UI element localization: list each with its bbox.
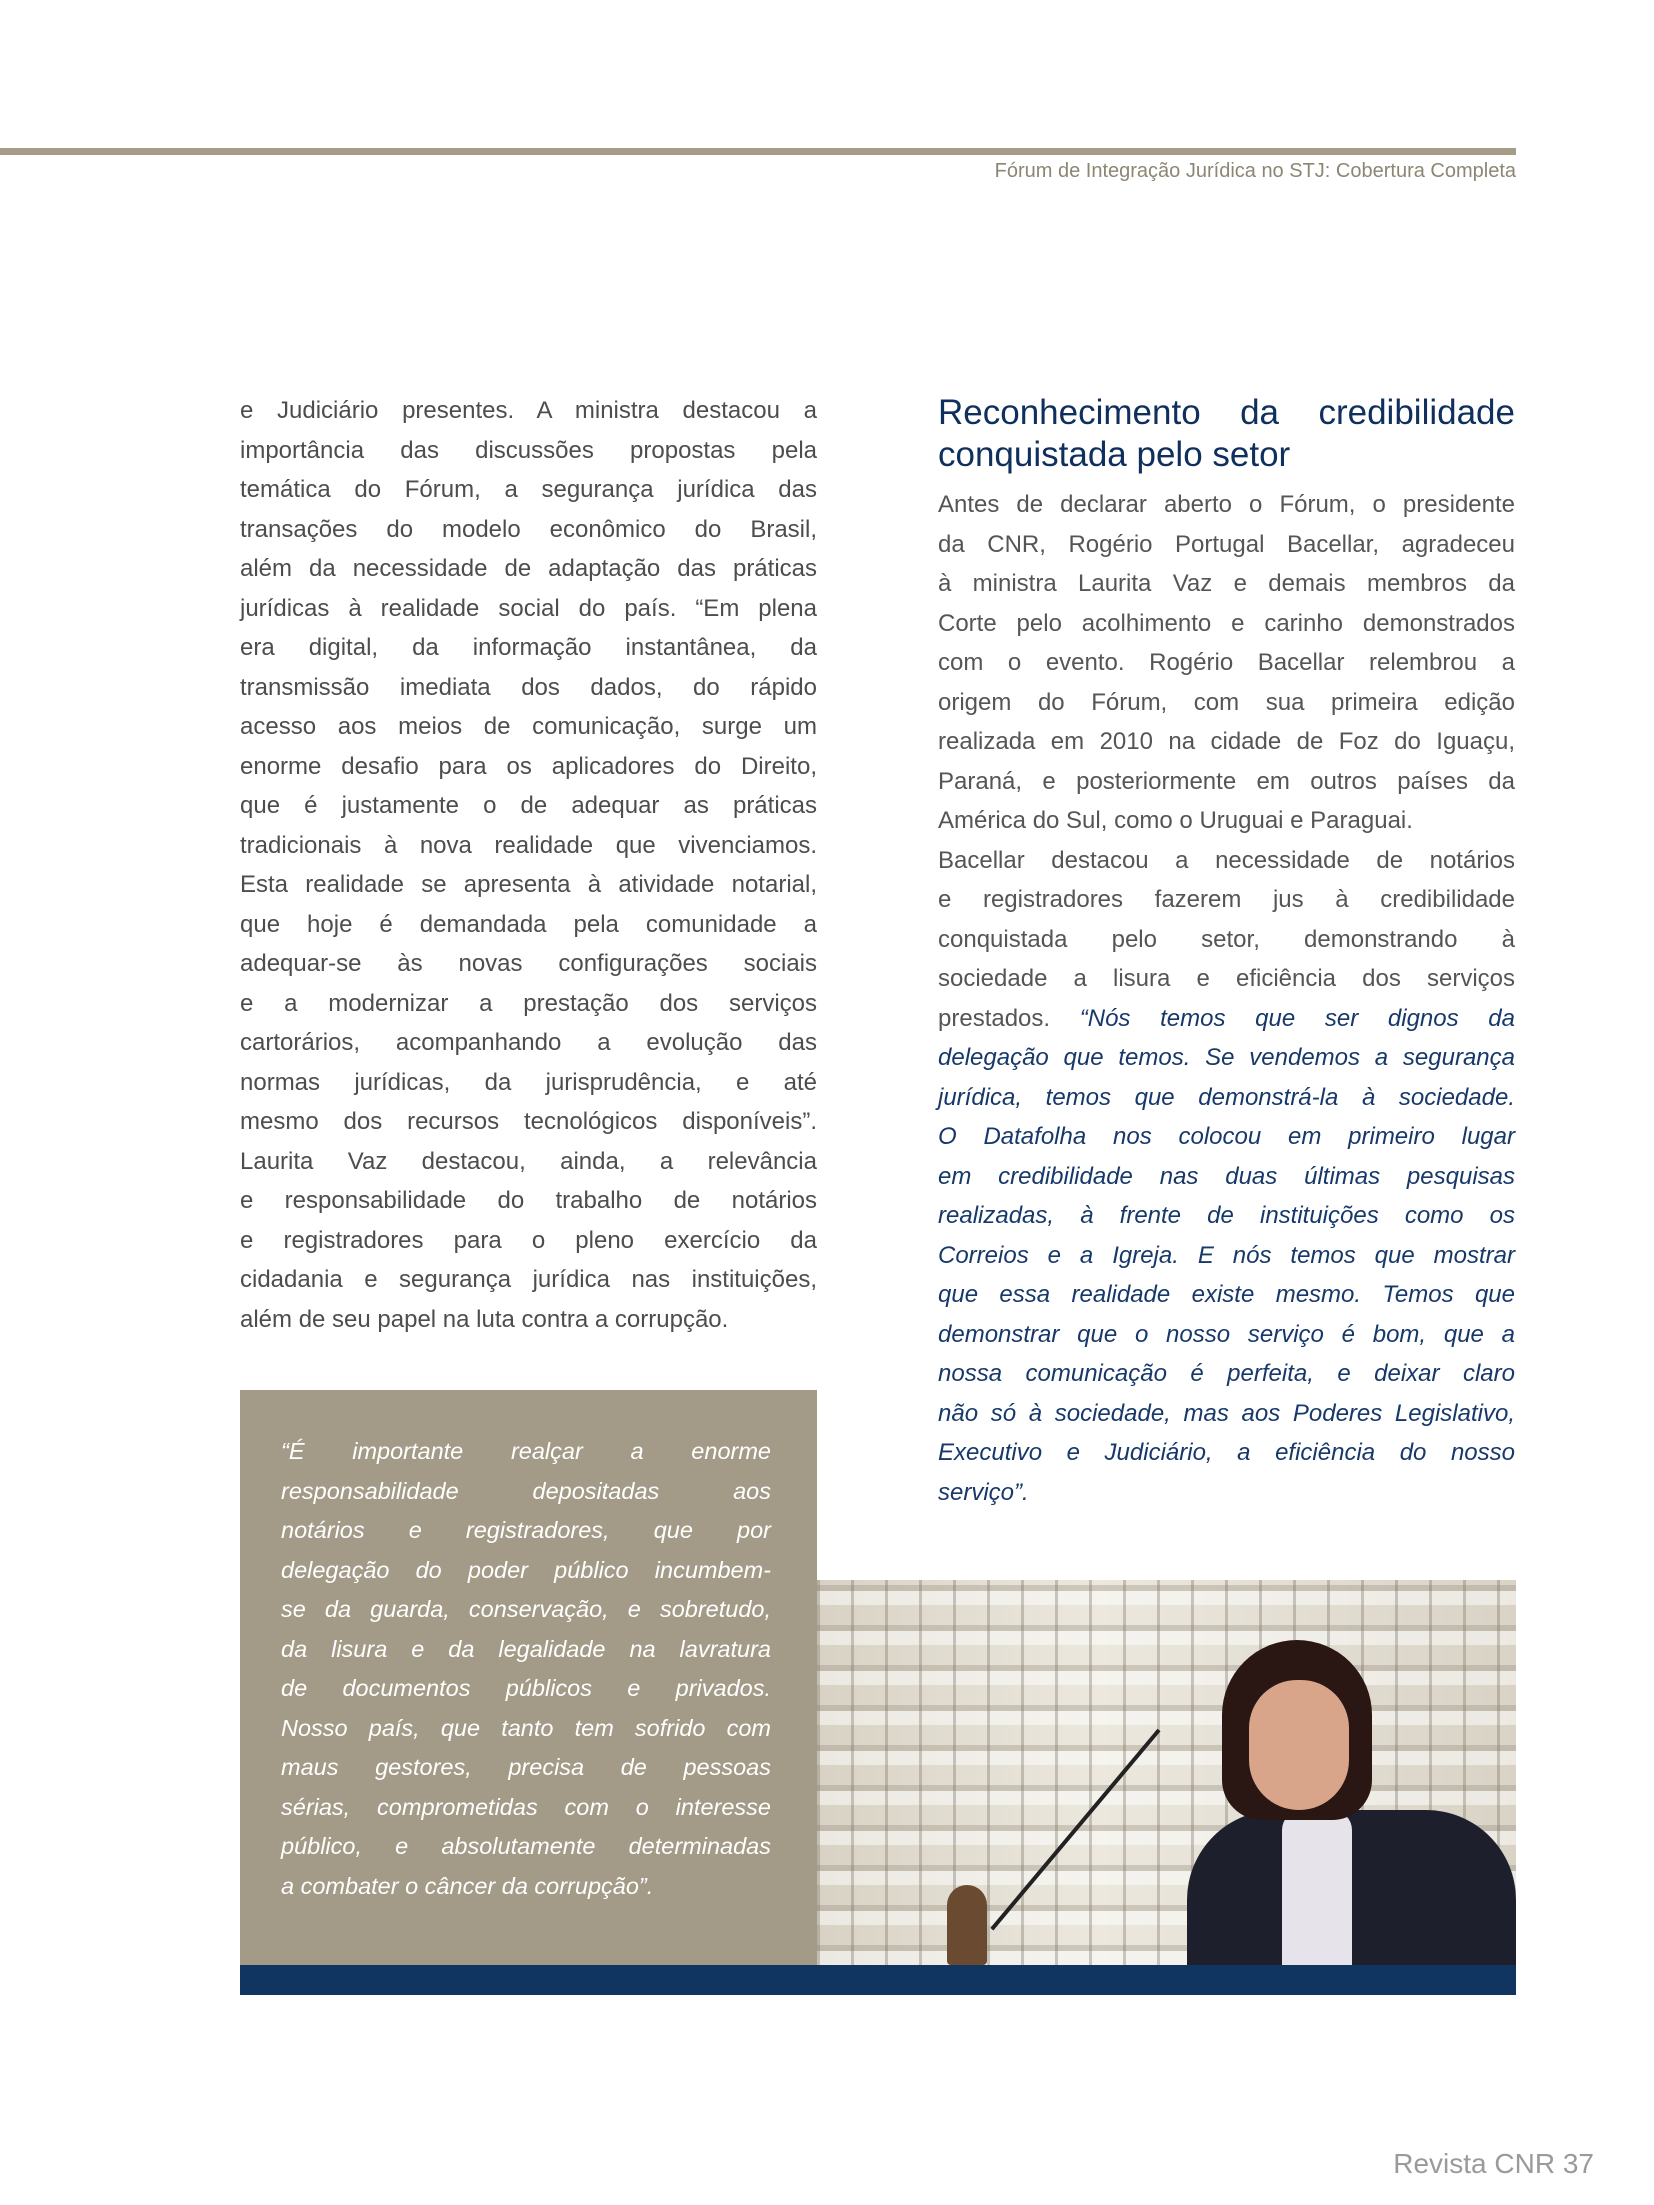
body-text: sociedade a lisura e eficiência dos serviços <box>938 965 1515 992</box>
text-line: transmissão imediata dos dados, do rápido <box>240 673 817 701</box>
text-line <box>938 1157 1515 1197</box>
text-line: sérias, comprometidas com o interesse <box>281 1793 771 1820</box>
microphone <box>990 1729 1160 1931</box>
text-line: importância das discussões propostas pela <box>240 436 817 464</box>
quoted-speech: demonstrar que o nosso serviço é bom, que a <box>938 1320 1515 1348</box>
text-line <box>938 1117 1515 1157</box>
quoted-speech: nossa comunicação é perfeita, e deixar claro <box>938 1360 1515 1387</box>
quoted-speech: Executivo e Judiciário, a eficiência do nosso <box>938 1439 1515 1466</box>
quoted-speech: “Nós temos que ser dignos da <box>1079 1004 1515 1032</box>
text-line: enorme desafio para os aplicadores do Direito, <box>240 752 817 780</box>
heading-line: Reconhecimento da credibilidade <box>938 393 1515 432</box>
text-line: jurídicas à realidade social do país. “Em plena <box>240 594 817 622</box>
photo-jabot <box>1282 1810 1352 1965</box>
text-line <box>938 841 1515 881</box>
photo-background-person <box>947 1885 987 1965</box>
body-text: à ministra Laurita Vaz e demais membros da <box>938 570 1515 597</box>
text-line: delegação do poder público incumbem- <box>281 1556 771 1583</box>
text-line: mesmo dos recursos tecnológicos disponíveis”. <box>240 1108 817 1135</box>
text-line <box>938 880 1515 920</box>
text-line: da lisura e da legalidade na lavratura <box>281 1635 771 1662</box>
quoted-speech: em credibilidade nas duas últimas pesquisas <box>938 1162 1515 1190</box>
quoted-speech: não só à sociedade, mas aos Poderes Legislativo, <box>938 1399 1515 1427</box>
photo-face <box>1249 1680 1349 1810</box>
text-line: que é justamente o de adequar as práticas <box>240 792 817 819</box>
text-line <box>938 1433 1515 1473</box>
section-heading <box>938 392 1515 476</box>
pull-quote-text <box>281 1432 771 1906</box>
text-line: era digital, da informação instantânea, da <box>240 634 817 661</box>
text-line: e registradores para o pleno exercício da <box>240 1226 817 1254</box>
text-line: maus gestores, precisa de pessoas <box>281 1754 771 1780</box>
text-line <box>938 801 1515 841</box>
text-line <box>938 1354 1515 1394</box>
text-line <box>938 722 1515 762</box>
page-footer: Revista CNR 37 <box>1393 2148 1594 2179</box>
text-line: Laurita Vaz destacou, ainda, a relevância <box>240 1147 817 1175</box>
body-text: realizada em 2010 na cidade de Foz do Iguaçu, <box>938 728 1515 755</box>
text-line <box>938 643 1515 683</box>
body-text: América do Sul, como o Uruguai e Paraguai. <box>938 807 1413 834</box>
quoted-speech: jurídica, temos que demonstrá-la à sociedade. <box>938 1083 1515 1111</box>
text-line <box>938 999 1515 1039</box>
text-line: normas jurídicas, da jurisprudência, e até <box>240 1068 817 1096</box>
text-line: adequar-se às novas configurações sociais <box>240 950 817 977</box>
body-text: origem do Fórum, com sua primeira edição <box>938 688 1515 716</box>
text-line: além da necessidade de adaptação das práticas <box>240 555 817 582</box>
right-column-text <box>938 485 1515 1512</box>
text-line: cartorários, acompanhando a evolução das <box>240 1029 817 1056</box>
quoted-speech: O Datafolha nos colocou em primeiro lugar <box>938 1123 1515 1150</box>
body-text: da CNR, Rogério Portugal Bacellar, agradeceu <box>938 530 1515 558</box>
text-line: “É importante realçar a enorme <box>281 1438 771 1464</box>
text-line: de documentos públicos e privados. <box>281 1675 771 1701</box>
text-line: se da guarda, conservação, e sobretudo, <box>281 1596 771 1622</box>
body-text: Corte pelo acolhimento e carinho demonstrados <box>938 609 1515 637</box>
quoted-speech: realizadas, à frente de instituições como os <box>938 1202 1515 1229</box>
pull-quote-box <box>240 1390 817 1965</box>
text-line: tradicionais à nova realidade que vivenciamos. <box>240 831 817 859</box>
text-line <box>938 1275 1515 1315</box>
text-line: transações do modelo econômico do Brasil, <box>240 515 817 543</box>
text-line <box>938 1236 1515 1276</box>
quoted-speech: serviço”. <box>938 1478 1029 1506</box>
text-line <box>938 1196 1515 1236</box>
body-text: Antes de declarar aberto o Fórum, o presidente <box>938 491 1515 518</box>
body-text: Bacellar destacou a necessidade de notários <box>938 846 1515 874</box>
quoted-speech: Correios e a Igreja. E nós temos que mostrar <box>938 1241 1515 1269</box>
text-line <box>938 683 1515 723</box>
text-line <box>938 920 1515 960</box>
header-rule <box>0 148 1516 155</box>
text-line: Nosso país, que tanto tem sofrido com <box>281 1714 771 1741</box>
photo-minister-speaking <box>817 1580 1516 1965</box>
text-line: notários e registradores, que por <box>281 1517 771 1543</box>
text-line: além de seu papel na luta contra a corrupção. <box>240 1305 729 1333</box>
text-line <box>938 525 1515 565</box>
text-line: Esta realidade se apresenta à atividade notarial, <box>240 871 817 898</box>
body-text: Paraná, e posteriormente em outros países da <box>938 767 1515 795</box>
text-line <box>938 564 1515 604</box>
text-line <box>938 604 1515 644</box>
text-line: responsabilidade depositadas aos <box>281 1477 771 1504</box>
text-line: público, e absolutamente determinadas <box>281 1833 771 1859</box>
body-text: com o evento. Rogério Bacellar relembrou a <box>938 649 1515 676</box>
text-line <box>938 1038 1515 1078</box>
text-line: acesso aos meios de comunicação, surge um <box>240 713 817 740</box>
text-line: que hoje é demandada pela comunidade a <box>240 910 817 938</box>
text-line <box>938 485 1515 525</box>
text-line <box>938 1315 1515 1355</box>
text-line <box>938 1078 1515 1118</box>
body-text: e registradores fazerem jus à credibilidade <box>938 886 1515 913</box>
text-line: cidadania e segurança jurídica nas instituições, <box>240 1266 817 1293</box>
body-text: prestados. <box>938 1004 1080 1032</box>
quoted-speech: que essa realidade existe mesmo. Temos que <box>938 1281 1515 1308</box>
quoted-speech: delegação que temos. Se vendemos a segurança <box>938 1044 1515 1071</box>
text-line <box>938 762 1515 802</box>
text-line <box>938 1394 1515 1434</box>
text-line: a combater o câncer da corrupção”. <box>281 1872 654 1899</box>
text-line <box>938 1473 1515 1513</box>
text-line: e responsabilidade do trabalho de notários <box>240 1187 817 1214</box>
left-column-text <box>240 391 817 1339</box>
running-head: Fórum de Integração Jurídica no STJ: Cobertura Completa <box>994 160 1516 182</box>
heading-line: conquistada pelo setor <box>938 435 1291 474</box>
text-line: temática do Fórum, a segurança jurídica das <box>240 476 817 503</box>
accent-bar <box>240 1965 1516 1995</box>
text-line: e Judiciário presentes. A ministra destacou a <box>240 397 817 424</box>
text-line: e a modernizar a prestação dos serviços <box>240 989 817 1017</box>
body-text: conquistada pelo setor, demonstrando à <box>938 925 1515 953</box>
text-line <box>938 959 1515 999</box>
